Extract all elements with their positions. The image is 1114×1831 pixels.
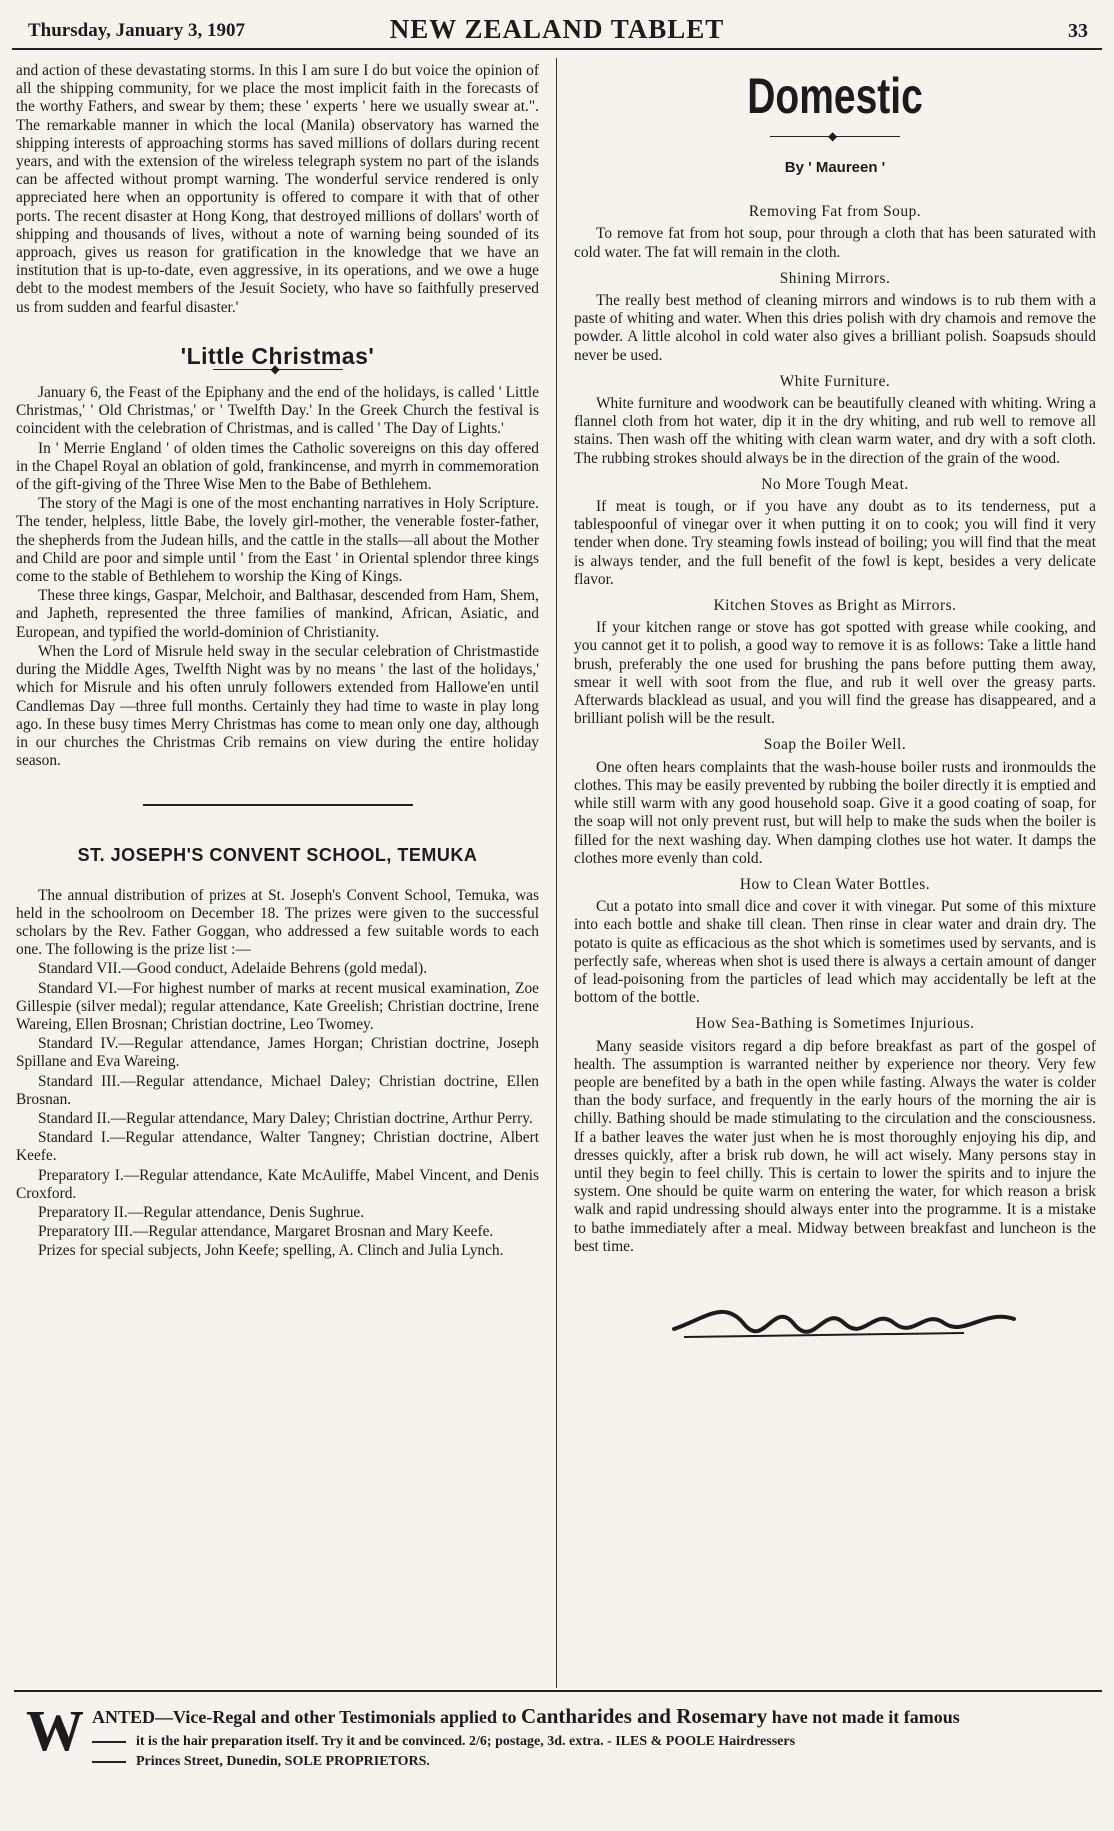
- tip-body: One often hears complaints that the wash-house boiler rusts and ironmoulds the clothes. This may be easily prevented by rubbing the boiler directly it is emptied and while still warm with any good household soap. Give it a good coating of soap, for the soap will not only prevent rust, but will help to make the suds when the boiler is filled for the next washing day. When damping clothes use hot water. It damps the clothes more evenly than cold.: [574, 758, 1096, 867]
- school-heading: ST. JOSEPH'S CONVENT SCHOOL, TEMUKA: [77, 845, 478, 866]
- prize-entry: Standard VII.—Good conduct, Adelaide Behrens (gold medal).: [38, 960, 428, 978]
- issue-date: Thursday, January 3, 1907: [28, 20, 245, 41]
- prize-entry: Standard II.—Regular attendance, Mary Daley; Christian doctrine, Arthur Perry.: [38, 1109, 533, 1127]
- tip-body: To remove fat from hot soup, pour through a cloth that has been saturated with cold water. The fat will remain in the cloth.: [574, 225, 1096, 261]
- advert-headline: [92, 1704, 960, 1729]
- domestic-heading: Domestic: [747, 68, 923, 124]
- advert-line: [92, 1754, 430, 1770]
- masthead: NEW ZEALAND TABLET: [389, 14, 725, 44]
- product-name: Cantharides and Rosemary: [521, 1704, 768, 1728]
- ornament-divider: [770, 136, 900, 137]
- tip-body: Many seaside visitors regard a dip before breakfast as part of the gospel of health. The assumption is warranted neither by experience nor theory. Very few people are benefited by a bath in the open while fasting. Always the water is colder than the body surface, and frequently in the early hours of the morning the air is chilly. Bathing should be made stimulating to the circulation and the consciousness. If a bather leaves the water just when he is most thoroughly enjoying his dip, and dresses quickly, after a brisk rub down, he will act wisely. Many persons stay in until they begin to feel chilly. This is certain to lower the spirits and to injure the system. One should be quite warm on entering the water, for which reason a brisk walk and rapid undressing should always enter into the programme. It is a mistake to bathe immediately after a meal. Midway between breakfast and luncheon is the best time.: [574, 1037, 1096, 1255]
- advertisement: [14, 1690, 1102, 1822]
- advert-text: ANTED—Vice-Regal and other Testimonials applied to: [92, 1707, 517, 1727]
- little-christmas-heading: 'Little Christmas': [180, 342, 375, 369]
- left-column: [16, 62, 539, 1262]
- advert-line: [92, 1734, 795, 1750]
- tip-body: The really best method of cleaning mirrors and windows is to rub them with a paste of whiting and water. When this dries polish with dry chamois and remove the powder. A little alcohol in cold water also gives a brilliant polish. Soapsuds should never be used.: [574, 292, 1096, 364]
- prize-entry: Preparatory II.—Regular attendance, Denis Sughrue.: [38, 1203, 365, 1221]
- prize-entry: Standard VI.—For highest number of marks at recent musical examination, Zoe Gillespie (silver medal); regular attendance, Kate Greelish; Christian doctrine, Irene Wareing, Ellen Brosnan; Christian doctrine, Leo Twomey.: [16, 979, 539, 1033]
- dash-rule: [92, 1761, 126, 1763]
- continued-article: and action of these devastating storms. In this I am sure I do but voice the opinion of all the shipping community, for we place the most implicit faith in the forecasts of the worthy Fathers, and swear by them; these ' experts ' here we usually swear at.". The remarkable manner in which the local (Manila) observatory has warned the shipping interests of approaching storms has saved millions of dollars during recent years, and with the extension of the wireless telegraph system no part of the islands can be affected without prompt warning. The wonderful service rendered is only appreciated here when an opportunity is offered to compare it with that of other ports. The recent disaster at Hong Kong, that destroyed millions of dollars' worth of shipping and thousands of lives, without a note of warning being sounded of its approach, gives us reason for gratification in the knowledge that we have an institution that is up-to-date, even aggressive, in its operations, and we owe a huge debt to the modest members of the Jesuit Society, who have so faithfully preserved us from sudden and fearful disaster.': [16, 62, 539, 316]
- tip-heading: Removing Fat from Soup.: [748, 203, 922, 221]
- tip-body: White furniture and woodwork can be beautifully cleaned with whiting. Wring a flannel cloth from hot water, dip it in the dry whiting, and rub well to remove all stains. Then wash off the whiting with clean warm water, and dry with a soft cloth. The rubbing strokes should always be in the direction of the grain of the wood.: [574, 395, 1096, 467]
- tip-body: If your kitchen range or stove has got spotted with grease while cooking, and you cannot get it to polish, a good way to remove it is as follows: Take a little hand brush, preferably the one used for brushing the pans before putting them away, smear it well with soot from the flue, and rub it well over the greasy parts. Afterwards blacklead as usual, and you will find the grease has disappeared, and a brilliant polish will be the result.: [574, 619, 1096, 728]
- advert-text: it is the hair preparation itself. Try it and be convinced. 2/6; postage, 3d. extra. - ILES & POOLE Hairdressers: [136, 1734, 796, 1749]
- advert-text: have not made it famous: [771, 1707, 960, 1727]
- prize-entry: Standard I.—Regular attendance, Walter Tangney; Christian doctrine, Albert Keefe.: [16, 1129, 539, 1165]
- maureen-signature: [664, 1279, 1024, 1349]
- page-number: 33: [1068, 20, 1088, 42]
- tip-heading: How Sea-Bathing is Sometimes Injurious.: [695, 1015, 975, 1033]
- column-divider: [556, 58, 557, 1688]
- prize-entry: Preparatory III.—Regular attendance, Margaret Brosnan and Mary Keefe.: [38, 1223, 494, 1241]
- prize-entry: Standard IV.—Regular attendance, James Horgan; Christian doctrine, Joseph Spillane and Eva Wareing.: [16, 1035, 539, 1071]
- prize-entry: Prizes for special subjects, John Keefe; spelling, A. Clinch and Julia Lynch.: [38, 1242, 504, 1260]
- page-header: [12, 12, 1102, 50]
- tip-heading: Soap the Boiler Well.: [763, 736, 907, 754]
- tip-heading: How to Clean Water Bottles.: [739, 875, 931, 893]
- prize-entry: Preparatory I.—Regular attendance, Kate McAuliffe, Mabel Vincent, and Denis Croxford.: [16, 1166, 539, 1202]
- tip-body: If meat is tough, or if you have any doubt as to its tenderness, put a tablespoonful of vinegar over it when putting it on to cook; you will find it very tender when done. Try steaming fowls instead of boiling; you will find that the meat is always tender, and the full benefit of the fowl is kept, besides a very delicate flavor.: [574, 498, 1096, 588]
- advert-text: Princes Street, Dunedin, SOLE PROPRIETORS.: [136, 1754, 430, 1769]
- tip-heading: No More Tough Meat.: [761, 475, 909, 493]
- christmas-paragraph: These three kings, Gaspar, Melchoir, and Balthasar, descended from Ham, Shem, and Japheth, represented the three families of mankind, African, Asiatic, and European, and typified the world-dominion of Christianity.: [16, 587, 539, 641]
- christmas-paragraph: When the Lord of Misrule held sway in the secular celebration of Christmastide during the Middle Ages, Twelfth Night was by no means ' the last of the holidays,' which for Misrule and his often unruly followers extended from Hallowe'en until Candlemas Day —three full months. Certainly they had time to waste in play long ago. In these busy times Merry Christmas has come to mean only one day, although in our churches the Christmas Crib remains on view during the entire holiday season.: [16, 642, 539, 770]
- section-rule: [143, 804, 413, 806]
- school-intro: The annual distribution of prizes at St. Joseph's Convent School, Temuka, was held in the schoolroom on December 18. The prizes were given to the successful scholars by the Rev. Father Goggan, who addressed a few suitable words to each one. The following is the prize list :—: [16, 886, 539, 959]
- prize-entry: Standard III.—Regular attendance, Michael Daley; Christian doctrine, Ellen Brosnan.: [16, 1072, 539, 1108]
- drop-initial: W: [26, 1698, 84, 1763]
- tip-heading: Kitchen Stoves as Bright as Mirrors.: [713, 597, 957, 615]
- byline: By ' Maureen ': [784, 159, 886, 176]
- tip-body: Cut a potato into small dice and cover it with vinegar. Put some of this mixture into each bottle and shake till clean. Then rinse in clear water and drain dry. The potato is quite as efficacious as the shot which is sometimes used by servants, and is perfectly safe, whereas when shot is used there is always a certain amount of danger of lead-poisoning from the particles of lead which may accidentally be left at the bottom of the bottle.: [574, 898, 1096, 1007]
- tip-heading: Shining Mirrors.: [779, 269, 891, 287]
- christmas-paragraph: In ' Merrie England ' of olden times the Catholic sovereigns on this day offered in the Chapel Royal an oblation of gold, frankincense, and myrrh in commemoration of the gift-giving of the Three Wise Men to the Babe of Bethlehem.: [16, 439, 539, 494]
- dash-rule: [92, 1741, 126, 1743]
- christmas-paragraph: The story of the Magi is one of the most enchanting narratives in Holy Scripture. The tender, helpless, little Babe, the lovely girl-mother, the venerable foster-father, the shepherds from the Judean hills, and the cattle in the stalls—all about the Mother and Child are poor and simple until ' from the East ' in Oriental splendor three kings come to the stable of Bethlehem to worship the King of Kings.: [16, 495, 539, 586]
- christmas-paragraph: January 6, the Feast of the Epiphany and the end of the holidays, is called ' Little Christmas,' ' Old Christmas,' or ' Twelfth Day.' In the Greek Church the festival is coincident with the celebration of Christmas, and is called ' The Day of Lights.': [16, 384, 539, 438]
- right-column: [574, 62, 1096, 1354]
- tip-heading: White Furniture.: [779, 372, 891, 390]
- ornament-divider: [213, 369, 343, 370]
